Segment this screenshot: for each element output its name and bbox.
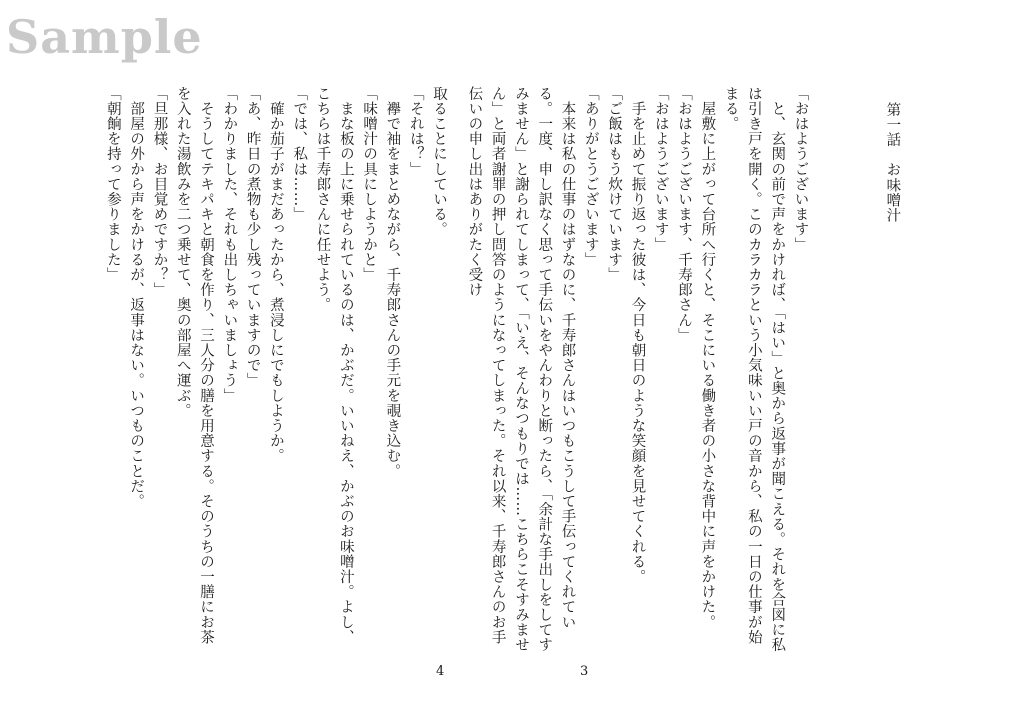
- paragraph: 「ありがとうございます」: [582, 86, 599, 268]
- paragraph: 確か茄子がまだあったから、煮浸しにでもしようか。: [267, 101, 284, 464]
- chapter-title: 第一話 お味噌汁: [884, 102, 901, 223]
- paragraph: 「おはようございます」: [792, 86, 809, 253]
- paragraph: 「おはようございます」: [652, 86, 669, 253]
- paragraph: 手を止めて振り返った彼は、今日も朝日のような笑顔を見せてくれる。: [629, 101, 646, 585]
- sample-watermark: Sample: [6, 10, 203, 64]
- right-page: [466, 86, 950, 686]
- page-number-left: 4: [436, 664, 445, 679]
- paragraph: と、玄関の前で声をかければ、「はい」と奥から返事が聞こえる。それを合図に私は引き戸を開く。このカラカラという小気味いい戸の音から、私の一日の仕事が始まる。: [722, 86, 786, 653]
- paragraph: 「おはようございます、千寿郎さん」: [676, 86, 693, 343]
- paragraph: 「あ、昨日の煮物も少し残っていますので」: [244, 86, 261, 388]
- paragraph: 「わかりました、それも出しちゃいましょう」: [221, 86, 238, 404]
- paragraph: 「味噌汁の具にしようかと」: [361, 86, 378, 283]
- right-page-body: [462, 86, 950, 654]
- paragraph: 部屋の外から声をかけるが、返事はない。いつものことだ。: [128, 101, 145, 509]
- paragraph: 「では、私は……」: [291, 86, 308, 222]
- paragraph: 襷で袖をまとめながら、千寿郎さんの手元を覗き込む。: [384, 101, 401, 479]
- paragraph: 本来は私の仕事のはずなのに、千寿郎さんはいつもこうして手伝ってくれている。一度、申し訳なく思って手伝いをやんわりと断ったら、「余計な手出しをしてすみません」と謝られてしまって、「いえ、そんなつもりでは……こちらこそすみません」と両者謝罪の押し問答のようになってしまった。それ以来、千寿郎さんのお手伝いの申し出はありがたく受け: [466, 86, 576, 653]
- paragraph: 「ご飯はもう炊けています」: [606, 86, 623, 283]
- left-page: [60, 86, 450, 686]
- paragraph: そうしてテキパキと朝食を作り、三人分の膳を用意する。そのうちの一膳にお茶を入れた湯飲みを二つ乗せて、奥の部屋へ運ぶ。: [174, 86, 215, 645]
- paragraph: 「朝餉を持って参りました」: [104, 86, 121, 283]
- page-number-right: 3: [580, 664, 589, 679]
- paragraph: 取ることにしている。: [431, 86, 447, 237]
- paragraph: 「それは？」: [407, 86, 424, 177]
- left-page-body: [101, 86, 450, 654]
- paragraph: まな板の上に乗せられているのは、かぶだ。いいねえ、かぶのお味噌汁。よし、こちらは千寿郎さんに任せよう。: [314, 86, 354, 645]
- paragraph: 屋敷に上がって台所へ行くと、そこにいる働き者の小さな背中に声をかけた。: [699, 101, 716, 630]
- paragraph: 「旦那様、お目覚めですか？」: [151, 86, 168, 298]
